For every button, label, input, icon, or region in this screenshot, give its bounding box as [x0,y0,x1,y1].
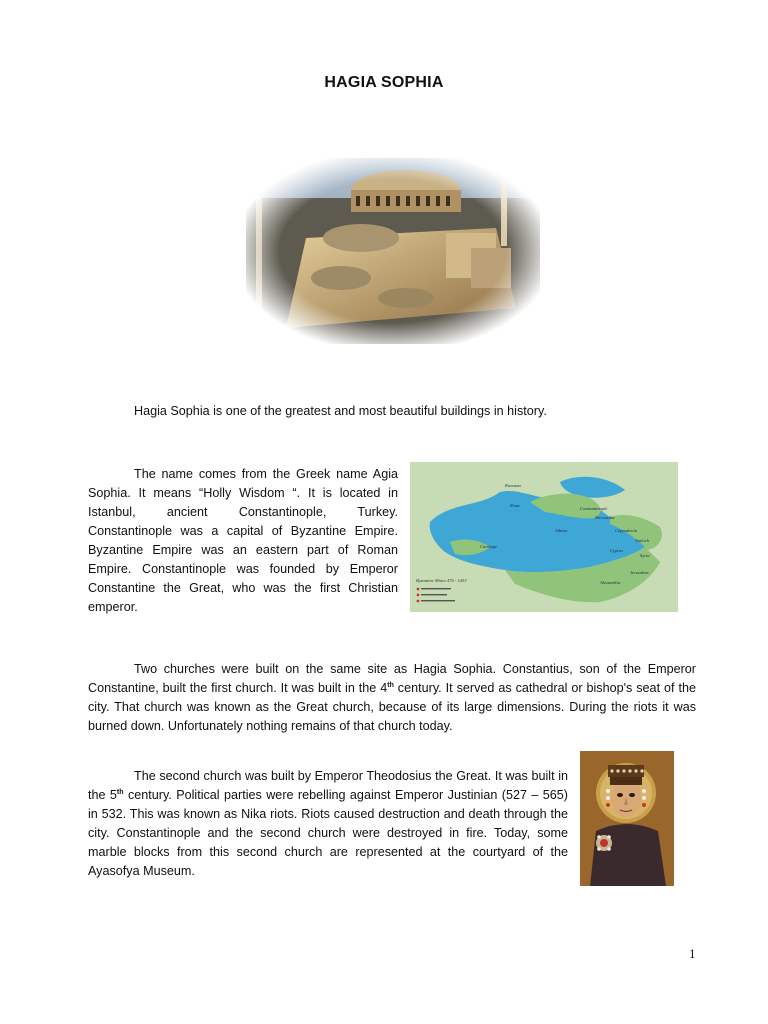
ordinal-suffix: th [387,681,394,689]
map-legend-title: Byzantine Mines 476 - 1453 [416,578,467,583]
map-label-ravenna: Ravenna [505,483,521,488]
hagia-sophia-photo [246,158,540,344]
map-label-rome: Rome [510,503,521,508]
paragraph-second-church [88,767,568,881]
ordinal-suffix: th [116,788,124,796]
map-label-jerusalem: Jerusalem [630,570,649,575]
map-label-cyprus: Cyprus [610,548,624,553]
paragraph-first-church-part2: century. It served as cathedral or bishop's seat of the city. That church was known as the Great church, because of its large dimensions. During the riots it was burned down. Unfortunately nothing remains of that church today. [88,681,696,733]
map-label-cappadocia: Cappadocia [615,528,637,533]
map-label-carthage: Carthage [480,544,498,549]
paragraph-first-church [88,660,696,736]
map-label-alexandria: Alexandria [600,580,620,585]
map-label-syria: Syria [640,553,650,558]
map-label-nicomedia: Nicomedia [595,515,615,520]
paragraph-name-origin: The name comes from the Greek name Agia Sophia. It means “Holly Wisdom “. It is located in Istanbul, ancient Constantinople, Turkey. Constantinople was a capital of Byzantine Empire. Byzantine Empire was an eastern part of Roman Empire. Constantinople was founded by Emperor Constantine the Great, who was the first Christian emperor. [88,467,398,614]
paragraph-first-church-part1: Two churches were built on the same site as Hagia Sophia. Constantius, son of the Emperor Constantine, built the first church. It was built in the 4 [88,662,696,695]
map-label-constantinople: Constantinople [580,506,608,511]
intro-paragraph: Hagia Sophia is one of the greatest and most beautiful buildings in history. [134,404,547,418]
map-label-athens: Athens [555,528,568,533]
paragraph-second-church-part2: century. Political parties were rebelling against Emperor Justinian (527 – 565) in 532. This was known as Nika riots. Riots caused destruction and death through the city. Constantinople and the second church were destroyed in fire. Today, some marble blocks from this second church are represented at the courtyard of the Ayasofya Museum. [88,788,568,878]
page-number: 1 [689,946,696,961]
paragraph-second-church-part1: The second church was built by Emperor Theodosius the Great. It was built in the 5 [88,769,568,802]
page-title: HAGIA SOPHIA [324,74,444,91]
map-label-antioch: Antioch [635,538,649,543]
byzantine-empire-map [410,462,678,612]
justinian-mosaic-portrait [580,751,674,886]
